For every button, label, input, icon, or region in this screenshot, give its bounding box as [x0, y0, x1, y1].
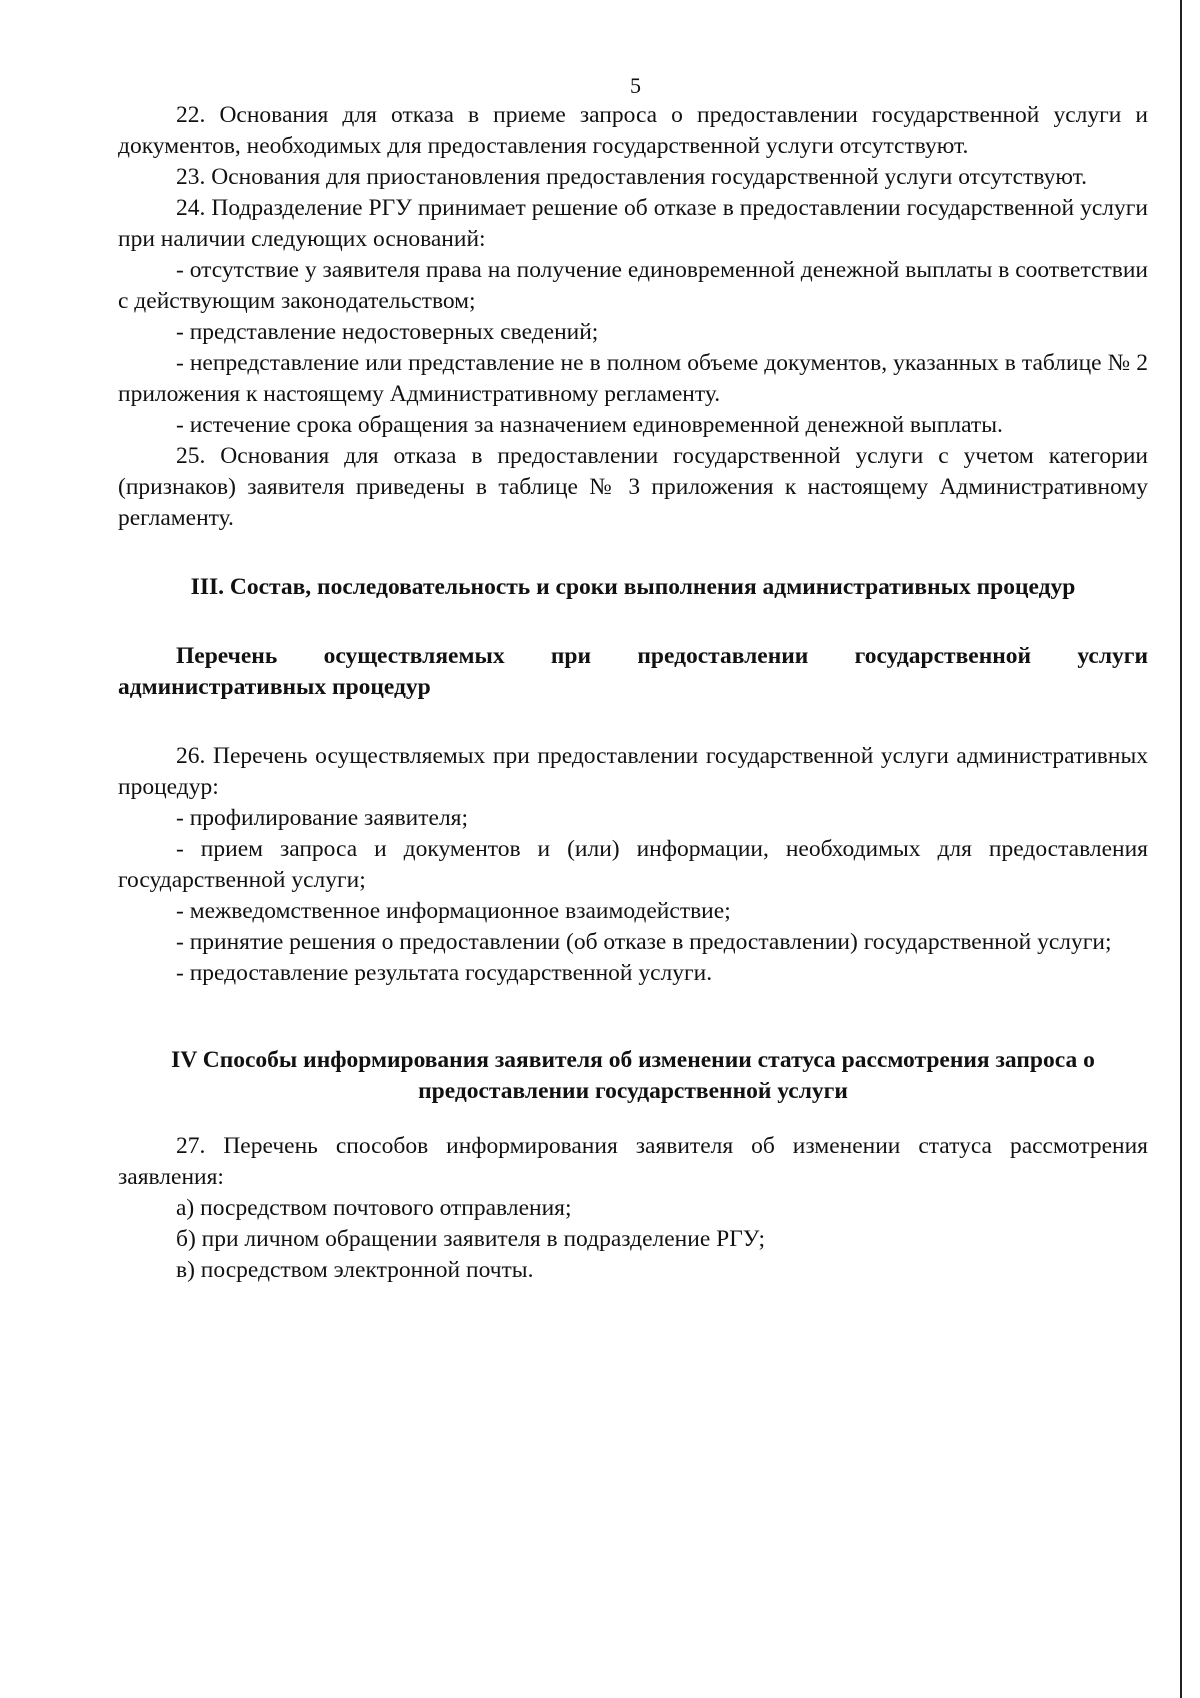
list-item: - истечение срока обращения за назначением единовременной денежной выплаты. [176, 412, 1003, 438]
paragraph-23: 23. Основания для приостановления предоставления государственной услуги отсутствуют. [176, 164, 1087, 190]
list-item: - межведомственное информационное взаимодействие; [176, 898, 731, 924]
list-item: - прием запроса и документов и (или) информации, необходимых для предоставления государственной услуги; [118, 836, 1148, 893]
paragraph-25: 25. Основания для отказа в предоставлении государственной услуги с учетом категории (признаков) заявителя приведены в таблице № 3 приложения к настоящему Административному регламенту. [118, 443, 1148, 531]
list-item: - предоставление результата государственной услуги. [176, 960, 713, 986]
subsection-heading: Перечень осуществляемых при предоставлении государственной услуги административных процедур [118, 643, 1148, 700]
list-item: - профилирование заявителя; [176, 805, 469, 831]
page-number: 5 [630, 73, 641, 98]
paragraph-24: 24. Подразделение РГУ принимает решение об отказе в предоставлении государственной услуги при наличии следующих оснований: [118, 195, 1148, 252]
document-body [118, 100, 1148, 1286]
list-item: - принятие решения о предоставлении (об отказе в предоставлении) государственной услуги; [176, 929, 1112, 955]
list-item: - непредставление или представление не в полном объеме документов, указанных в таблице № 2 приложения к настоящему Административному регламенту. [118, 350, 1148, 407]
paragraph-26: 26. Перечень осуществляемых при предоставлении государственной услуги административных процедур: [118, 743, 1148, 800]
section-heading-3: III. Состав, последовательность и сроки выполнения административных процедур [190, 574, 1076, 600]
list-item: - представление недостоверных сведений; [176, 319, 599, 345]
paragraph-27: 27. Перечень способов информирования заявителя об изменении статуса рассмотрения заявления: [118, 1133, 1148, 1190]
section-heading-4: IV Способы информирования заявителя об изменении статуса рассмотрения запроса о предоставлении государственной услуги [171, 1047, 1095, 1104]
paragraph-22: 22. Основания для отказа в приеме запроса о предоставлении государственной услуги и документов, необходимых для предоставления государственной услуги отсутствуют. [118, 102, 1148, 159]
list-item: в) посредством электронной почты. [176, 1257, 534, 1283]
list-item: - отсутствие у заявителя права на получение единовременной денежной выплаты в соответствии с действующим законодательством; [118, 257, 1148, 314]
list-item: а) посредством почтового отправления; [176, 1195, 572, 1221]
list-item: б) при личном обращении заявителя в подразделение РГУ; [176, 1226, 766, 1252]
page-edge-line [1180, 0, 1182, 1698]
